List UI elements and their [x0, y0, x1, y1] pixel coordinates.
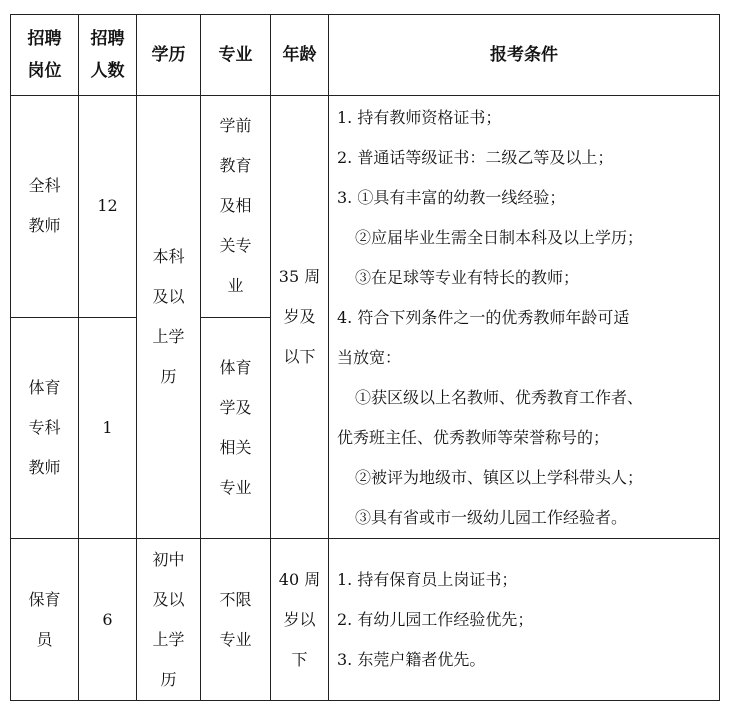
- childcare-count: 6: [79, 539, 137, 701]
- header-position: 招聘 岗位: [11, 15, 79, 96]
- condition-line: ①获区级以上名教师、优秀教育工作者、: [355, 388, 644, 407]
- teacher-education: 本科 及以 上学 历: [137, 96, 201, 539]
- header-row: [11, 15, 720, 96]
- header-education: 学历: [137, 15, 201, 96]
- childcare-education: 初中 及以 上学 历: [137, 539, 201, 701]
- condition-line: 2. 普通话等级证书：二级乙等及以上；: [337, 148, 614, 167]
- general-teacher-position: 全科 教师: [11, 96, 79, 318]
- condition-line: 3. 东莞户籍者优先。: [337, 649, 486, 669]
- teacher-conditions: [329, 96, 720, 539]
- condition-line: 1. 持有保育员上岗证书；: [337, 569, 518, 589]
- pe-teacher-count: 1: [79, 317, 137, 539]
- childcare-position: 保育 员: [11, 539, 79, 701]
- pe-teacher-major: 体育 学及 相关 专业: [201, 317, 271, 539]
- condition-line: 2. 有幼儿园工作经验优先；: [337, 609, 534, 629]
- condition-line: 当放宽：: [337, 348, 402, 367]
- condition-line: ②被评为地级市、镇区以上学科带头人；: [355, 468, 644, 487]
- row-general-teacher: [11, 96, 720, 318]
- general-teacher-major: 学前 教育 及相 关专 业: [201, 96, 271, 318]
- header-major: 专业: [201, 15, 271, 96]
- condition-line: ②应届毕业生需全日制本科及以上学历；: [355, 228, 644, 247]
- general-teacher-count: 12: [79, 96, 137, 318]
- recruitment-table: [10, 14, 720, 701]
- condition-line: 4. 符合下列条件之一的优秀教师年龄可适: [337, 308, 630, 327]
- header-count: 招聘 人数: [79, 15, 137, 96]
- condition-line: ③具有省或市一级幼儿园工作经验者。: [355, 508, 628, 527]
- childcare-conditions: [329, 539, 720, 701]
- header-conditions: 报考条件: [329, 15, 720, 96]
- childcare-major: 不限 专业: [201, 539, 271, 701]
- header-age: 年龄: [271, 15, 329, 96]
- teacher-age: 35 周 岁及 以下: [271, 96, 329, 539]
- row-childcare: [11, 539, 720, 701]
- childcare-age: 40 周 岁以 下: [271, 539, 329, 701]
- condition-line: 3. ①具有丰富的幼教一线经验；: [337, 188, 566, 207]
- condition-line: ③在足球等专业有特长的教师；: [355, 268, 580, 287]
- condition-line: 优秀班主任、优秀教师等荣誉称号的；: [337, 428, 610, 447]
- pe-teacher-position: 体育 专科 教师: [11, 317, 79, 539]
- condition-line: 1. 持有教师资格证书；: [337, 108, 502, 127]
